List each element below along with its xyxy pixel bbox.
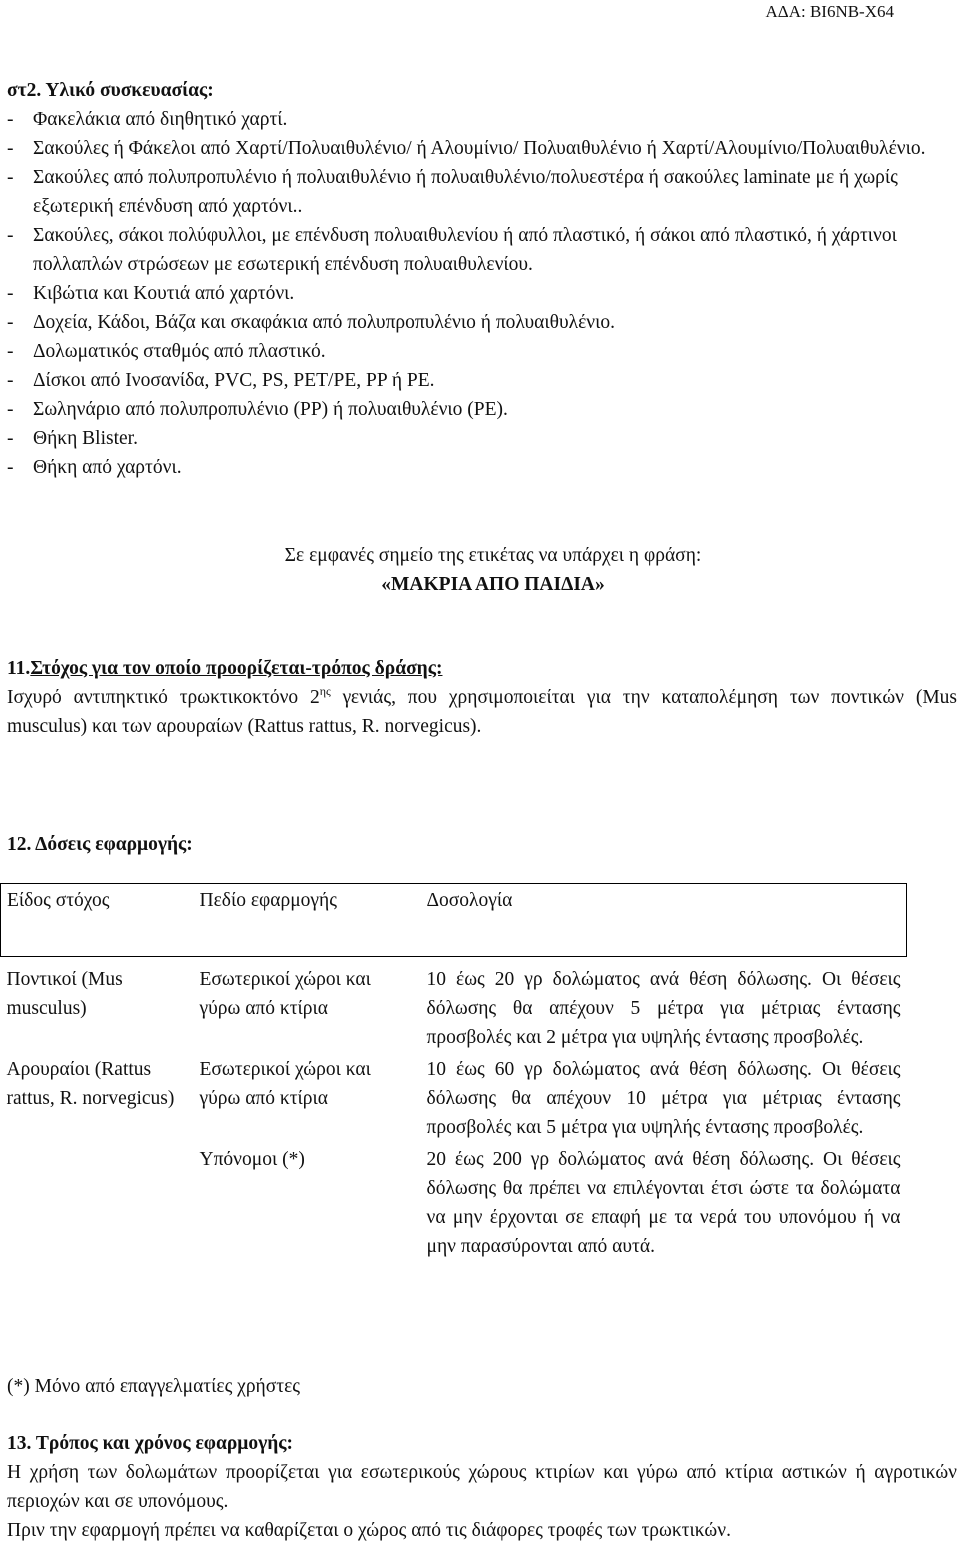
dosage-table [0,883,907,1261]
section-11-text-end: γενιάς, που χρησιμοποιείται για την καταπολέμηση των ποντικών (Mus musculus) και των αρουραίων (Rattus rattus, R. norvegicus). [7,687,957,737]
cell-dose: 10 έως 20 γρ δολώματος ανά θέση δόλωσης. Οι θέσεις δόλωσης θα απέχουν 5 μέτρα για μέτριας έντασης προσβολές και 2 μέτρα για υψηλής έντασης προσβολές. [426,969,901,1048]
list-item: - Δίσκοι από Ινοσανίδα, PVC, PS, PET/PE, PP ή PE. [7,366,937,395]
cell-target: Αρουραίοι (Rattus rattus, R. norvegicus) [6,1059,175,1109]
section-11-text-start: Ισχυρό αντιπηκτικό τρωκτικοκτόνο 2 [7,687,320,708]
cell-target [1,1145,194,1261]
section-11-number: 11. [7,658,31,679]
table-row [1,1145,907,1261]
section-12-title [7,830,957,859]
list-item: - Σακούλες από πολυπροπυλένιο ή πολυαιθυλένιο ή πολυαιθυλένιο/πολυεστέρα ή σακούλες laminate με ή χωρίς εξωτερική επένδυση από χαρτόνι.. [7,163,937,221]
section-13-paragraph-1: Η χρήση των δολωμάτων προορίζεται για εσωτερικούς χώρους κτιρίων και γύρω από κτίρια αστικών ή αγροτικών περιοχών και σε υπονόμους. [7,1462,957,1512]
section-11-title: Στόχος για τον οποίο προορίζεται-τρόπος δράσης: [30,658,443,679]
section-11-heading [7,654,957,683]
packaging-title: στ2. Υλικό συσκευασίας: [7,80,214,101]
list-item: - Κιβώτια και Κουτιά από χαρτόνι. [7,279,937,308]
table-header-row [1,884,907,957]
section-13-paragraph-2: Πριν την εφαρμογή πρέπει να καθαρίζεται ο χώρος από τις διάφορες τροφές των τρωκτικών. [7,1520,731,1541]
ordinal-superscript: ης [319,684,331,698]
label-note: Σε εμφανές σημείο της ετικέτας να υπάρχει η φράση: [284,545,702,566]
list-item: - Φακελάκια από διηθητικό χαρτί. [7,105,937,134]
list-item: - Σωληνάριο από πολυπροπυλένιο (PP) ή πολυαιθυλένιο (PE). [7,395,937,424]
list-item: - Σακούλες ή Φάκελοι από Χαρτί/Πολυαιθυλένιο/ ή Αλουμίνιο/ Πολυαιθυλένιο ή Χαρτί/Αλουμίνιο/Πολυαιθυλένιο. [7,134,937,163]
packaging-list [7,105,937,482]
cell-field: Υπόνομοι (*) [199,1149,305,1170]
list-item: - Θήκη από χαρτόνι. [7,453,937,482]
section-13 [7,1429,957,1545]
header-target: Είδος στόχος [1,884,194,957]
table-row [1,1055,907,1142]
list-item: - Σακούλες, σάκοι πολύφυλλοι, με επένδυση πολυαιθυλενίου ή από πλαστικό, ή σάκοι από πλαστικό, ή χάρτινοι πολλαπλών στρώσεων με εσωτερική επένδυση πολυαιθυλενίου. [7,221,937,279]
section-13-title: 13. Τρόπος και χρόνος εφαρμογής: [7,1433,293,1454]
cell-field: Εσωτερικοί χώροι και γύρω από κτίρια [199,1059,371,1109]
section-11 [7,654,957,741]
header-dose: Δοσολογία [421,884,907,957]
list-item: - Θήκη Blister. [7,424,937,453]
cell-field: Εσωτερικοί χώροι και γύρω από κτίρια [199,969,371,1019]
label-phrase: «ΜΑΚΡΙΑ ΑΠΟ ΠΑΙΔΙΑ» [381,574,605,595]
document-reference-code: ΑΔΑ: ΒΙ6ΝΒ-Χ64 [765,2,894,21]
section-11-text [7,683,957,741]
table-row [1,965,907,1052]
cell-dose: 10 έως 60 γρ δολώματος ανά θέση δόλωσης. Οι θέσεις δόλωσης θα απέχουν 10 μέτρα για μέτριας έντασης προσβολές και 5 μέτρα για υψηλής έντασης προσβολές. [426,1059,901,1138]
cell-dose: 20 έως 200 γρ δολώματος ανά θέση δόλωσης. Οι θέσεις δόλωσης θα πρέπει να επιλέγονται έτσι ώστε τα δολώματα να μην έρχονται σε επαφή με τα νερά του υπονόμου ή να μην παρασύρονται από αυτά. [426,1149,901,1257]
table-footnote: (*) Μόνο από επαγγελματίες χρήστες [7,1376,301,1397]
list-item: - Δολωματικός σταθμός από πλαστικό. [7,337,937,366]
list-item: - Δοχεία, Κάδοι, Βάζα και σκαφάκια από πολυπροπυλένιο ή πολυαιθυλένιο. [7,308,937,337]
packaging-section [7,76,937,482]
cell-target: Ποντικοί (Mus musculus) [6,969,123,1019]
section-12-title-text: 12. Δόσεις εφαρμογής: [7,834,193,855]
header-field: Πεδίο εφαρμογής [194,884,421,957]
